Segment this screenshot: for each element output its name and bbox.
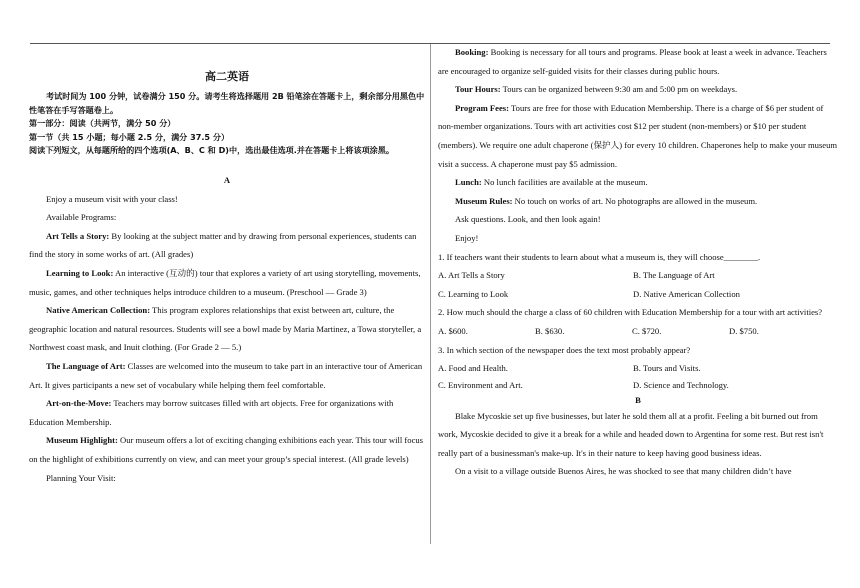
exam-title: 高二英语 bbox=[205, 70, 249, 83]
column-divider bbox=[430, 44, 431, 544]
question-option[interactable]: A. $600. bbox=[438, 325, 468, 336]
program-learning-to-look bbox=[29, 264, 425, 301]
question-option[interactable]: B. The Language of Art bbox=[633, 270, 715, 281]
question-option[interactable]: C. $720. bbox=[632, 325, 662, 336]
question-1-stem: 1. If teachers want their students to learn about what a museum is, they will choose________. bbox=[438, 251, 761, 262]
planning-heading: Planning Your Visit: bbox=[46, 472, 116, 483]
question-option[interactable]: C. Learning to Look bbox=[438, 288, 509, 299]
question-1-options-row2 bbox=[438, 285, 838, 304]
info-desc: Tours can be organized between 9:30 am and 5:00 pm on weekdays. bbox=[500, 84, 738, 95]
program-title: Art-on-the-Move: bbox=[46, 398, 112, 409]
question-option[interactable]: D. Native American Collection bbox=[633, 288, 740, 299]
passage-a-label: A bbox=[223, 175, 231, 185]
available-programs: Available Programs: bbox=[46, 212, 117, 223]
reading-directions: 阅读下列短文，从每题所给的四个选项(A、B、C 和 D)中，选出最佳选项.并在答题卡上将该项涂黑。 bbox=[29, 145, 394, 156]
question-option[interactable]: B. Tours and Visits. bbox=[633, 363, 701, 374]
question-1-options-row1 bbox=[438, 266, 838, 285]
question-3-stem: 3. In which section of the newspaper does the text most probably appear? bbox=[438, 344, 691, 355]
info-title: Program Fees: bbox=[455, 102, 510, 113]
section-one-heading: 第一节（共 15 小题；每小题 2.5 分，满分 37.5 分） bbox=[29, 131, 230, 142]
info-desc: No lunch facilities are available at the museum. bbox=[481, 177, 648, 188]
info-desc: No touch on works of art. No photographs are allowed in the museum. bbox=[512, 195, 758, 206]
question-option[interactable]: D. Science and Technology. bbox=[633, 379, 729, 390]
program-desc: This program explores relationships that exist between art, culture, the geographic location and natural resources. Students will see a bowl made by Maria Martinez, a Towa storyteller, a Northwest coast mask, and Inuit clothing. (For Grade 2 — 5.) bbox=[29, 305, 422, 353]
museum-rules-info bbox=[438, 192, 838, 211]
program-desc: An interactive (互动的) tour that explores a variety of art using storytelling, movements, music, games, and other techniques helps introduce children to a museum. (Preschool — Grade 3) bbox=[29, 267, 421, 297]
question-3-options-row1 bbox=[438, 359, 838, 378]
info-desc: Booking is necessary for all tours and programs. Please book at least a week in advance. Teachers are encouraged to organize self-guided visits for their classes during public hours. bbox=[438, 47, 827, 76]
question-3-options-row2 bbox=[438, 378, 838, 393]
passage-b-paragraph-2: On a visit to a village outside Buenos Aires, he was shocked to see that many children didn’t have bbox=[455, 466, 792, 477]
info-desc: Tours are free for those with Education Membership. There is a charge of $6 per student of non-member organizations. Tours with art activities cost $12 per student (non-members) or $10 per student (members). We require one adult chaperone (保护人) for every 10 children. Chaperones help to make your museum visit a success. A chaperone must pay $5 admission. bbox=[438, 102, 838, 169]
exam-instructions: 考试时间为 100 分钟，试卷满分 150 分。请考生将选择题用 2B 铅笔涂在答题卡上，剩余部分用黑色中性笔答在手写答题卷上。 bbox=[29, 91, 425, 115]
question-option[interactable]: C. Environment and Art. bbox=[438, 379, 523, 390]
program-desc: Our museum offers a lot of exciting changing exhibitions each year. This tour will focus on the highlight of exhibitions currently on view, and can meet your group’s special interest. (All grade levels) bbox=[29, 435, 424, 464]
info-title: Lunch: bbox=[455, 177, 482, 188]
tour-hours-info bbox=[438, 80, 838, 99]
program-title: Museum Highlight: bbox=[46, 435, 118, 446]
question-option[interactable]: A. Food and Health. bbox=[438, 363, 508, 374]
program-desc: Teachers may borrow suitcases filled with art objects. Free for organizations with Education Membership. bbox=[29, 398, 394, 427]
program-art-tells-story bbox=[29, 227, 425, 264]
ask-questions-line: Ask questions. Look, and then look again! bbox=[455, 214, 601, 225]
program-language-of-art bbox=[29, 357, 425, 394]
passage-b-paragraph-1: Blake Mycoskie set up five businesses, but later he sold them all at a profit. Feeling a bit burned out from work, Mycoskie decided to give it a break for a while and headed down to Argentina for some rest. But rest isn't really part of a businessman's make-up. It's in their nature to keep having good business ideas. bbox=[438, 410, 824, 458]
program-title: Learning to Look: bbox=[46, 267, 114, 278]
program-native-american bbox=[29, 301, 425, 357]
passage-b-label: B bbox=[635, 394, 641, 405]
program-desc: By looking at the subject matter and by drawing from personal experiences, students can find the story in some works of art. (All grades) bbox=[29, 230, 417, 260]
info-title: Booking: bbox=[455, 47, 489, 57]
question-2-stem: 2. How much should the charge a class of 60 children with Education Membership for a tour with art activities? bbox=[438, 307, 823, 318]
program-desc: Classes are welcomed into the museum to take part in an interactive tour of American Art. It gives participants a new set of vocabulary while helping them feel comfortable. bbox=[29, 360, 423, 390]
passage-a-intro: Enjoy a museum visit with your class! bbox=[46, 193, 178, 204]
enjoy-line: Enjoy! bbox=[455, 232, 479, 243]
program-museum-highlight bbox=[29, 431, 425, 468]
program-fees-info bbox=[438, 99, 838, 173]
question-option[interactable]: D. $750. bbox=[729, 325, 759, 336]
program-title: The Language of Art: bbox=[46, 360, 126, 371]
part-one-heading: 第一部分：阅读（共两节，满分 50 分） bbox=[29, 118, 176, 129]
booking-info bbox=[438, 43, 838, 80]
program-title: Art Tells a Story: bbox=[46, 230, 110, 241]
question-option[interactable]: B. $630. bbox=[535, 325, 565, 336]
lunch-info bbox=[438, 173, 838, 192]
program-art-on-the-move bbox=[29, 394, 425, 431]
question-2-options bbox=[438, 322, 838, 341]
info-title: Tour Hours: bbox=[455, 84, 501, 95]
program-title: Native American Collection: bbox=[46, 305, 151, 316]
info-title: Museum Rules: bbox=[455, 195, 513, 206]
question-option[interactable]: A. Art Tells a Story bbox=[438, 270, 505, 281]
